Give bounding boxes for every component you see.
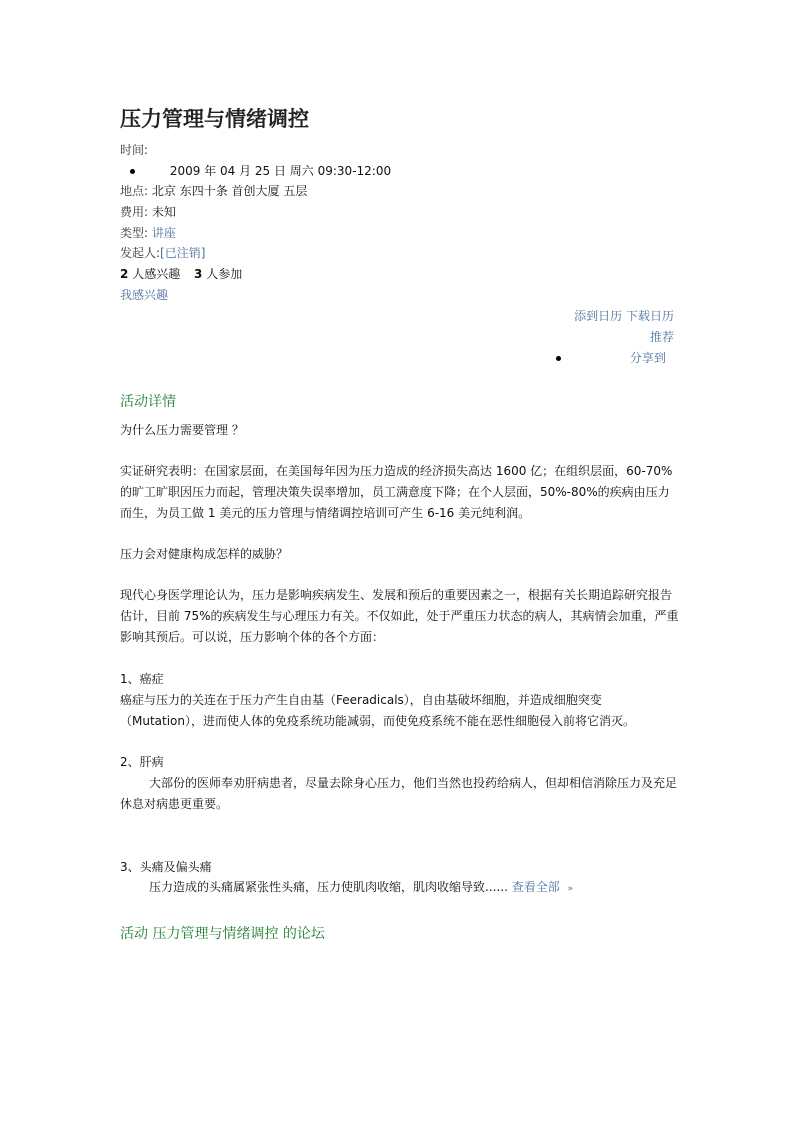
type-label: 类型: (120, 226, 149, 240)
type-row (120, 224, 176, 242)
participation-row (120, 265, 242, 283)
download-calendar-link[interactable]: 下载日历 (625, 309, 674, 323)
my-interest-button[interactable]: 我感兴趣 (120, 288, 169, 302)
item-2-title: 2、肝病 (120, 755, 164, 769)
location-value: 北京 东四十条 首创大厦 五层 (151, 184, 308, 198)
my-interest-row (120, 286, 168, 304)
paragraph-1: 实证研究表明：在国家层面，在美国每年因为压力造成的经济损失高达 1600 亿；在组织层面，60-70%的旷工旷职因压力而起，管理决策失误率增加，员工满意度下降；在个人层面，50%-80%的疾病由压力而生，为员工做 1 美元的压力管理与情绪调控培训可产生 6-16 美元纯利润。 (120, 464, 673, 520)
host-row (120, 244, 205, 262)
host-label: 发起人: (120, 246, 161, 260)
type-link[interactable]: 讲座 (151, 226, 176, 240)
fee-label: 费用: (120, 205, 149, 219)
add-calendar-link[interactable]: 添到日历 (574, 309, 623, 323)
bullet-dot (130, 169, 135, 174)
bullet-dot (556, 356, 561, 361)
share-row (556, 349, 666, 367)
time-label (120, 141, 148, 159)
interested-label[interactable]: 人感兴趣 (132, 267, 181, 281)
view-all-arrow-icon: » (567, 884, 574, 894)
interested-count: 2 (120, 267, 129, 281)
view-all-label: 查看全部 (511, 880, 560, 894)
item-3-title: 3、头痛及偏头痛 (120, 860, 212, 874)
calendar-actions (574, 307, 674, 325)
item-1-text: 癌症与压力的关连在于压力产生自由基（Feeradicals），自由基破坏细胞，并造成细胞突变（Mutation），进而使人体的免疫系统功能减弱，而使免疫系统不能在恶性细胞侵入前将它消灭。 (120, 693, 636, 728)
item-3-text-row (120, 877, 680, 900)
question-2: 压力会对健康构成怎样的威胁？ (120, 547, 289, 561)
item-3-text: 压力造成的头痛属紧张性头痛，压力使肌肉收缩，肌肉收缩导致...... (149, 880, 508, 894)
location-row (120, 182, 307, 200)
location-label: 地点: (120, 184, 149, 198)
details-heading: 活动详情 (120, 394, 176, 410)
joined-label[interactable]: 人参加 (206, 267, 243, 281)
host-link[interactable]: [已注销] (160, 246, 206, 260)
item-2-text: 大部份的医师奉劝肝病患者，尽量去除身心压力，他们当然也投药给病人，但却相信消除压力及充足休息对病患更重要。 (120, 776, 678, 811)
time-item (130, 162, 391, 180)
time-value: 2009 年 04 月 25 日 周六 09:30-12:00 (169, 164, 392, 178)
recommend-row (650, 328, 674, 346)
forum-heading: 活动 压力管理与情绪调控 的论坛 (120, 926, 325, 942)
view-all-link[interactable] (512, 880, 573, 894)
question-1: 为什么压力需要管理 ？ (120, 423, 244, 437)
recommend-link[interactable]: 推荐 (649, 330, 674, 344)
paragraph-2: 现代心身医学理论认为，压力是影响疾病发生、发展和预后的重要因素之一，根据有关长期追踪研究报告估计，目前 75%的疾病发生与心理压力有关。不仅如此，处于严重压力状态的病人，其病情会加重，严重影响其预后。可以说，压力影响个体的各个方面： (120, 588, 679, 644)
time-label-text: 时间: (120, 143, 149, 157)
event-title: 压力管理与情绪调控 (120, 106, 309, 131)
joined-count: 3 (194, 267, 203, 281)
share-link[interactable]: 分享到 (629, 351, 666, 365)
fee-row (120, 203, 176, 221)
item-1-title: 1、癌症 (120, 672, 164, 686)
fee-value: 未知 (151, 205, 176, 219)
